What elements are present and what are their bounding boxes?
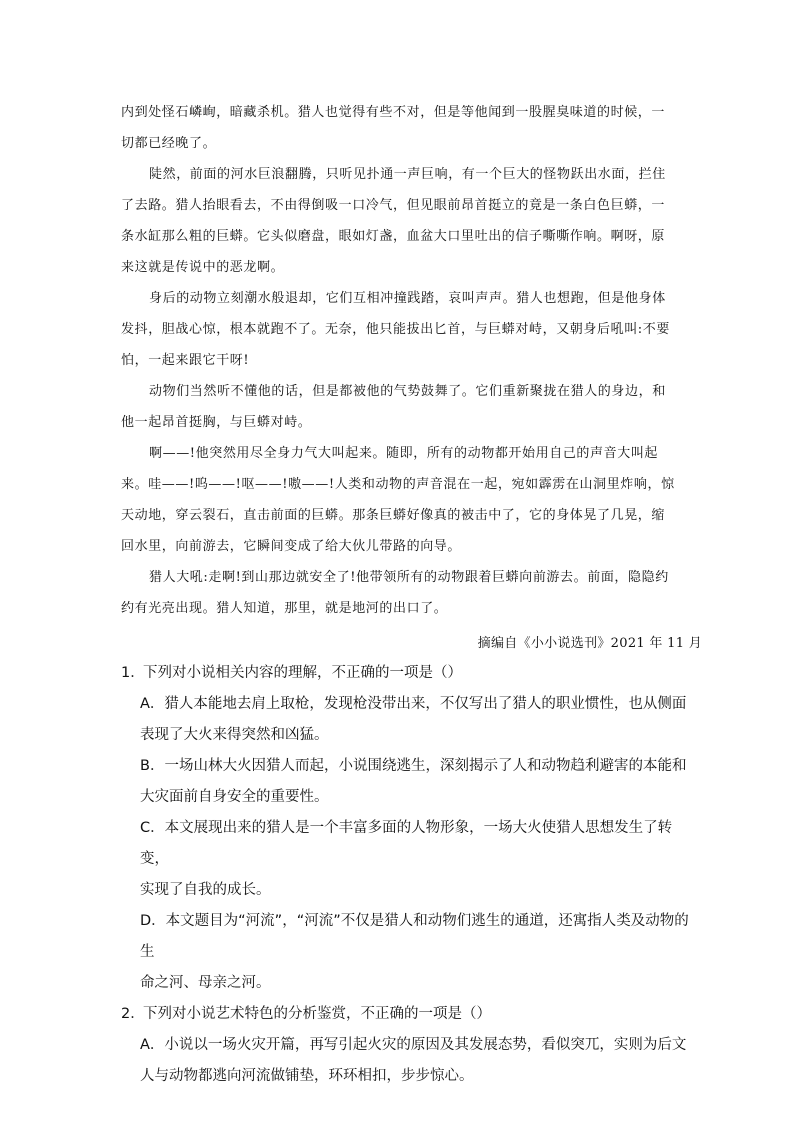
story-paragraph: 猎人大吼:走啊!到山那边就安全了!他带领所有的动物跟着巨蟒向前游去。前面，隐隐约约有光亮出现。猎人知道，那里，就是地河的出口了。 bbox=[121, 570, 669, 616]
story-paragraph: 内到处怪石嶙峋，暗藏杀机。猎人也觉得有些不对，但是等他闻到一股腥臭味道的时候，一切都已经晚了。 bbox=[121, 105, 666, 151]
option-line: 大灾面前自身安全的重要性。 bbox=[140, 789, 329, 805]
question-stem bbox=[121, 658, 691, 689]
option-line: 命之河、母亲之河。 bbox=[140, 975, 271, 991]
story-excerpt bbox=[121, 97, 677, 624]
answer-option-a bbox=[121, 689, 691, 751]
answer-option-a bbox=[121, 1030, 691, 1092]
story-paragraph: 啊——!他突然用尽全身力气大叫起来。随即，所有的动物都开始用自己的声音大叫起来。哇——!呜——!呕——!嗷——!人类和动物的声音混在一起，宛如霹雳在山洞里炸响，惊天动地，穿云裂石，直击前面的巨蟒。那条巨蟒好像真的被击中了，它的身体晃了几晃，缩回水里，向前游去，它瞬间变成了给大伙儿带路的向导。 bbox=[121, 446, 675, 554]
option-line: B．一场山林大火因猎人而起，小说围绕逃生，深刻揭示了人和动物趋利避害的本能和 bbox=[140, 758, 687, 774]
story-paragraph: 身后的动物立刻潮水般退却，它们互相冲撞践踏，哀叫声声。猎人也想跑，但是他身体发抖，胆战心惊，根本就跑不了。无奈，他只能拔出匕首，与巨蟒对峙，又朝身后吼叫:不要怕，一起来跟它干呀! bbox=[121, 291, 670, 368]
question-section bbox=[121, 658, 691, 1092]
source-citation: 摘编自《小小说选刊》2021 年 11 月 bbox=[477, 636, 702, 651]
question-number: 2． bbox=[121, 1006, 145, 1022]
option-line: 人与动物都逃向河流做铺垫，环环相扣，步步惊心。 bbox=[140, 1068, 474, 1084]
option-line: A．小说以一场火灾开篇，再写引起火灾的原因及其发展态势，看似突兀，实则为后文 bbox=[140, 1037, 687, 1053]
answer-option-c bbox=[121, 813, 691, 906]
question-text: 下列对小说艺术特色的分析鉴赏，不正确的一项是（） bbox=[143, 1006, 491, 1022]
question-text: 下列对小说相关内容的理解，不正确的一项是（） bbox=[143, 665, 462, 681]
option-line: 实现了自我的成长。 bbox=[140, 882, 271, 898]
option-line: C．本文展现出来的猎人是一个丰富多面的人物形象，一场大火使猎人思想发生了转变， bbox=[140, 820, 673, 867]
answer-option-d bbox=[121, 906, 691, 999]
question-number: 1． bbox=[121, 665, 145, 681]
option-line: 表现了大火来得突然和凶猛。 bbox=[140, 727, 329, 743]
story-paragraph: 陡然，前面的河水巨浪翻腾，只听见扑通一声巨响，有一个巨大的怪物跃出水面，拦住了去路。猎人抬眼看去，不由得倒吸一口冷气，但见眼前昂首挺立的竟是一条白色巨蟒，一条水缸那么粗的巨蟒。它头似磨盘，眼如灯盏，血盆大口里吐出的信子嘶嘶作响。啊呀，原来这就是传说中的恶龙啊。 bbox=[121, 167, 666, 275]
question-stem bbox=[121, 999, 691, 1030]
story-paragraph: 动物们当然听不懂他的话，但是都被他的气势鼓舞了。它们重新聚拢在猎人的身边，和他一起昂首挺胸，与巨蟒对峙。 bbox=[121, 384, 666, 430]
answer-option-b bbox=[121, 751, 691, 813]
option-line: A．猎人本能地去肩上取枪，发现枪没带出来，不仅写出了猎人的职业惯性，也从侧面 bbox=[140, 696, 687, 712]
option-line: D．本文题目为“河流”，“河流”不仅是猎人和动物们逃生的通道，还寓指人类及动物的生 bbox=[140, 913, 689, 960]
